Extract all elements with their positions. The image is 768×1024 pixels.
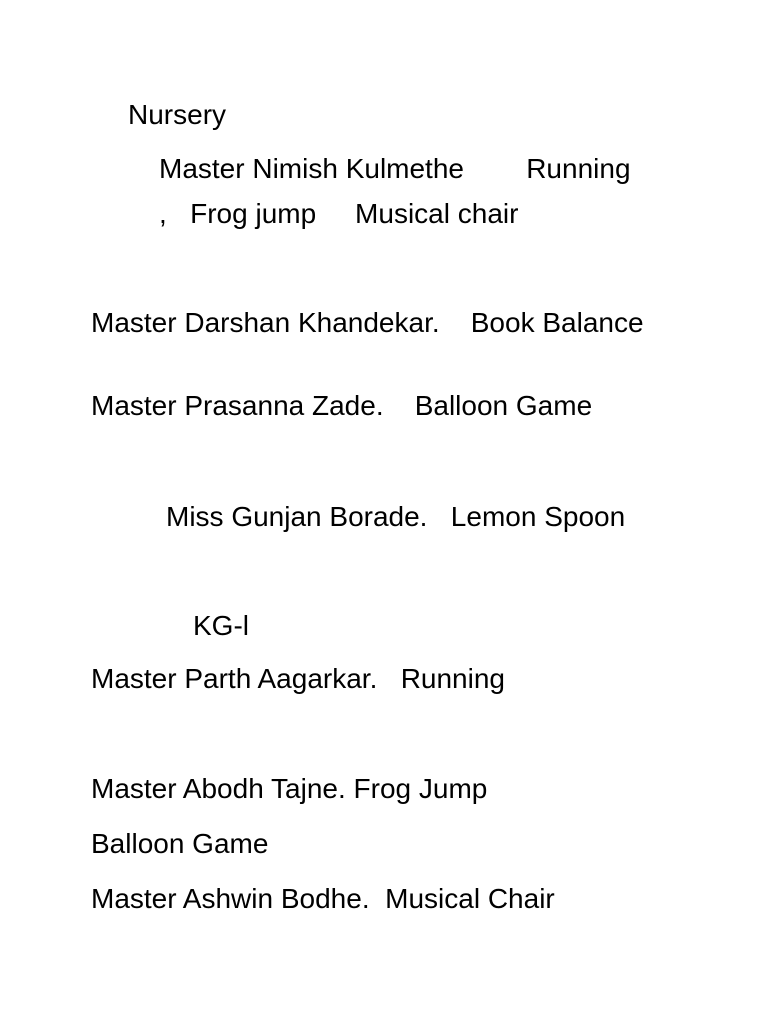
entry-line: Master Abodh Tajne. Frog Jump [91,773,488,804]
entry-line: , Frog jump Musical chair [159,198,519,229]
section-heading-nursery: Nursery [128,99,227,130]
entry-line: Master Parth Aagarkar. Running [91,663,505,694]
entry-line: Master Darshan Khandekar. Book Balance [91,307,644,338]
entry-line: Master Ashwin Bodhe. Musical Chair [91,883,555,914]
section-heading-kg1: KG-l [193,610,249,641]
entry-line: Master Prasanna Zade. Balloon Game [91,390,593,421]
entry-line: Balloon Game [91,828,269,859]
entry-line: Master Nimish Kulmethe Running [159,153,631,184]
entry-line: Miss Gunjan Borade. Lemon Spoon [166,501,626,532]
